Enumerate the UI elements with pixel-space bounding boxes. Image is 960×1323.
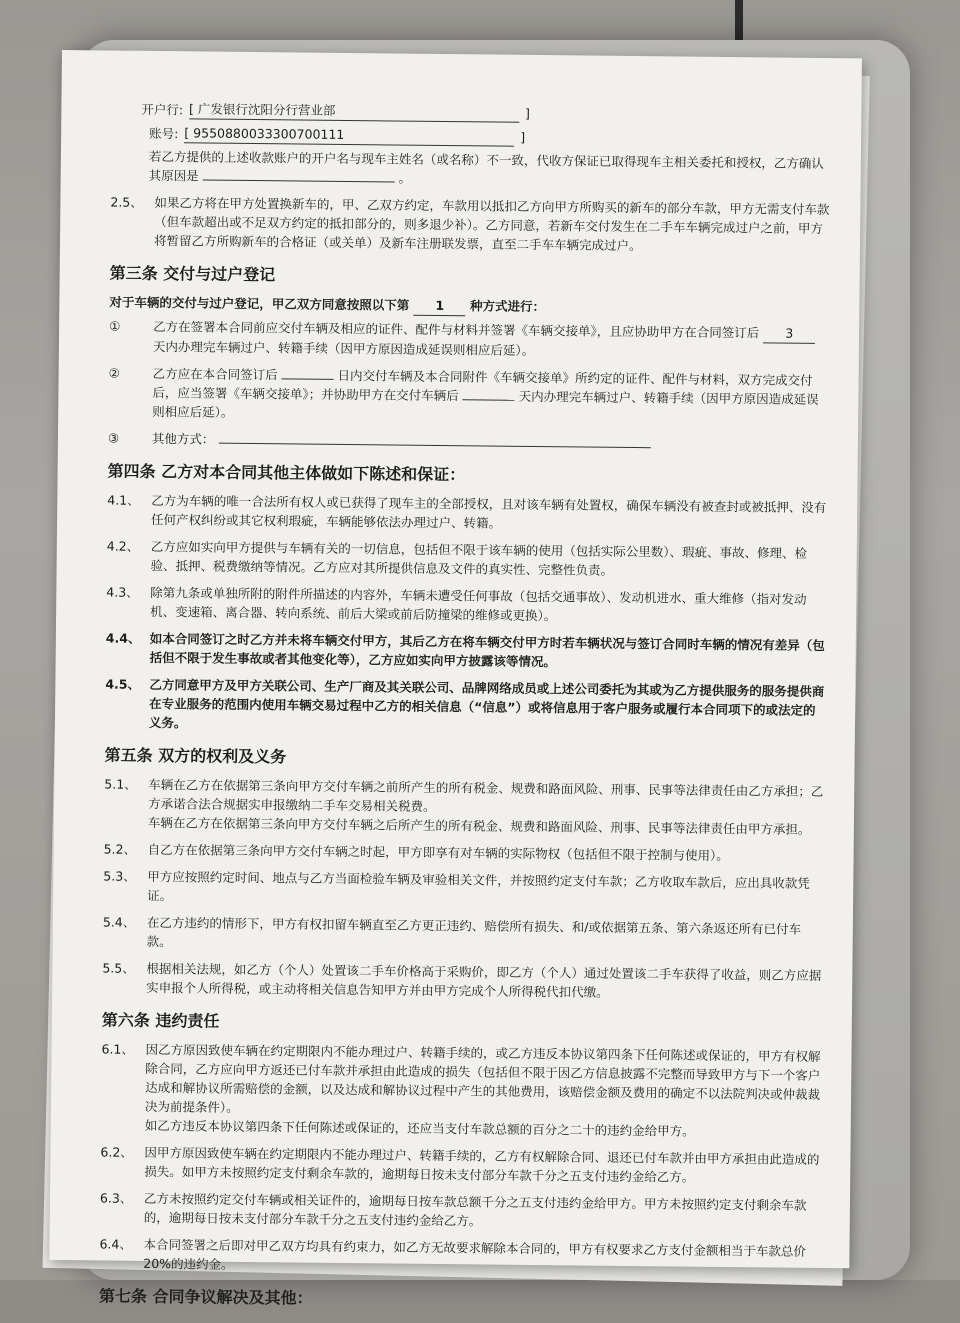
- clause-6-3: [100, 1188, 820, 1234]
- option-2-text-c: 天内办理完车辆过户、转籍手续（因甲方原因造成延误则相应后延）。: [152, 388, 819, 420]
- clause-text: 乙方为车辆的唯一合法所有权人或已获得了现车主的全部授权，且对该车辆有处置权，确保车辆没有被查封或被抵押、没有任何产权纠纷或其它权利瑕疵，车辆能够依法办理过户、转籍。: [151, 492, 827, 531]
- bank-value: [ 广发银行沈阳分行营业部: [189, 99, 519, 122]
- option-2-text-a: 乙方应在本合同签订后: [152, 365, 278, 383]
- section-5-heading: 第五条 双方的权利及义务: [104, 745, 287, 767]
- clause-5-4: [103, 912, 823, 958]
- contract-page: [49, 50, 862, 1308]
- clause-5-1-text-a: 车辆在乙方在依据第三条向甲方交付车辆之前所产生的所有税金、规费和路面风险、刑事、民事等法律责任由乙方承担；乙方承诺合法合规据实申报缴纳二手车交易相关税费。: [148, 776, 824, 814]
- clause-text: 在乙方违约的情形下，甲方有权扣留车辆直至乙方更正违约、赔偿所有损失、和/或依据第五条、第六条返还所有已付车款。: [146, 914, 802, 950]
- clause-4-4: [106, 628, 826, 674]
- clause-text: 甲方应按照约定时间、地点与乙方当面检验车辆及审验相关文件，并按照约定支付车款；乙方收取车款后，应出具收款凭证。: [147, 868, 810, 904]
- option-marker: ②: [108, 365, 120, 381]
- clause-number: 5.3、: [103, 868, 136, 884]
- clause-number: 4.1、: [107, 492, 140, 508]
- account-label: 账号:: [149, 125, 179, 141]
- clause-number: 5.4、: [102, 914, 136, 930]
- option-3-blank: [218, 443, 650, 449]
- account-value: [ 9550880033300700111: [184, 123, 514, 146]
- account-bracket-end: ]: [520, 129, 526, 145]
- clause-5-1-text-b: 车辆在乙方在依据第三条向甲方交付车辆之后所产生的所有税金、规费和路面风险、刑事、民事等法律责任由甲方承担。: [147, 814, 811, 837]
- option-2-transfer-blank: [463, 399, 515, 401]
- clause-number: 5.2、: [103, 841, 137, 857]
- clause-number: 6.3、: [99, 1190, 133, 1206]
- clause-number: 4.3、: [106, 584, 139, 600]
- clause-4-3: [106, 582, 826, 628]
- intro-method-number: 1: [414, 296, 466, 317]
- account-line: [149, 123, 831, 150]
- clause-6-2: [100, 1142, 820, 1188]
- owner-text: 若乙方提供的上述收款账户的开户名与现车主姓名（或名称）不一致，代收方保证已取得现车主相关委托和授权，乙方确认其原因是: [148, 148, 824, 184]
- owner-reason-blank: [203, 179, 395, 182]
- clause-text: 如本合同签订之时乙方并未将车辆交付甲方，其后乙方在将车辆交付甲方时若车辆状况与签订合同时车辆的情况有差异（包括但不限于发生事故或者其他变化等），乙方应如实向甲方披露该等情况。: [149, 630, 825, 670]
- clause-text: 乙方同意甲方及甲方关联公司、生产厂商及其关联公司、品牌网络成员或上述公司委托为其或为乙方提供服务的服务提供商在专业服务的范围内使用车辆交易过程中乙方的相关信息（“信息”）或将信息用于客户服务或履行本合同项下的或法定的义务。: [148, 676, 825, 731]
- clause-text: [148, 775, 825, 839]
- option-marker: ③: [107, 430, 120, 446]
- clause-text: 因甲方原因致使车辆在约定期限内不能办理过户、转籍手续的，乙方有权解除合同、退还已付车款并由甲方承担由此造成的损失。如甲方未按照约定支付剩余车款的，逾期每日按未支付部分车款千分之五支付违约金给乙方。: [144, 1144, 820, 1185]
- option-text: [152, 364, 829, 428]
- clause-text: [145, 1040, 822, 1142]
- bank-label: 开户行:: [141, 101, 184, 117]
- option-1: [109, 317, 829, 364]
- owner-end: 。: [398, 170, 412, 186]
- clause-6-1-text-a: 因乙方原因致使车辆在约定期限内不能办理过户、转籍手续的，或乙方违反本协议第四条下任何陈述或保证的，甲方有权解除合同，乙方应向甲方返还已付车款并承担由此造成的损失（包括但不限于因乙方信息披露不完整而导致甲方与下一个客户达成和解协议所需赔偿的金额，以及达成和解协议过程中产生的其他费用，该赔偿金额及费用的确定不以法院判决或仲裁裁决为前提条件）。: [144, 1041, 821, 1115]
- clause-6-4: [99, 1234, 819, 1280]
- clause-text: 乙方应如实向甲方提供与车辆有关的一切信息，包括但不限于该车辆的使用（包括实际公里数）、瑕疵、事故、修理、检验、抵押、税费缴纳等情况。乙方应对其所提供信息及文件的真实性、完整性负责。: [150, 538, 808, 578]
- option-2-text-b: 日内交付车辆及本合同附件《车辆交接单》所约定的证件、配件与材料，双方完成交付后，应当签署《车辆交接单》；并协助甲方在交付车辆后: [152, 367, 813, 404]
- clause-4-1: [107, 490, 827, 536]
- option-2-days-blank: [282, 378, 334, 380]
- clause-4-5: [105, 674, 826, 739]
- clause-number: 2.5、: [110, 194, 143, 210]
- clause-4-2: [107, 536, 827, 582]
- clause-number: 4.4、: [105, 630, 141, 646]
- clause-text: 自乙方在依据第三条向甲方交付车辆之时起，甲方即享有对车辆的实际物权（包括但不限于控制与使用）。: [147, 841, 729, 864]
- clause-number: 5.1、: [104, 776, 137, 792]
- option-3-text: 其他方式：: [151, 430, 215, 447]
- bank-bracket-end: ]: [525, 105, 531, 121]
- option-1-text-a: 乙方在签署本合同前应交付车辆及相应的证件、配件与材料并签署《车辆交接单》，且应协助甲方在合同签订后: [153, 318, 760, 341]
- clause-2-5: [110, 193, 831, 258]
- option-text: [153, 317, 829, 363]
- option-text: [152, 429, 828, 455]
- clause-text: 根据相关法规，如乙方（个人）处置该二手车价格高于采购价，即乙方（个人）通过处置该二手车获得了收益，则乙方应据实申报个人所得税，或主动将相关信息告知甲方并由甲方完成个人所得税代扣代缴。: [146, 960, 822, 1000]
- clause-text: 除第九条或单独所附的附件所描述的内容外，车辆未遭受任何事故（包括交通事故）、发动机进水、重大维修（指对发动机、变速箱、离合器、转向系统、前后大梁或前后防撞梁的维修或更换）。: [150, 584, 807, 624]
- bank-line: [141, 99, 831, 126]
- section-3-intro: [109, 293, 829, 321]
- clause-6-1-text-b: 如乙方违反本协议第四条下任何陈述或保证的，还应当支付车款总额的百分之二十的违约金给甲方。: [144, 1117, 695, 1139]
- option-2: [108, 364, 829, 429]
- option-marker: ①: [109, 318, 121, 334]
- contract-content: [99, 99, 832, 1323]
- owner-paragraph: [149, 147, 831, 192]
- clause-text: 本合同签署之后即对甲乙双方均具有约束力，如乙方无故要求解除本合同的，甲方有权要求乙方支付金额相当于车款总价20%的违约金。: [143, 1236, 807, 1272]
- clause-number: 6.4、: [99, 1236, 132, 1252]
- intro-text-a: 对于车辆的交付与过户登记，甲乙双方同意按照以下第: [109, 294, 410, 313]
- clause-number: 6.1、: [101, 1041, 135, 1057]
- section-4-heading: 第四条 乙方对本合同其他主体做如下陈述和保证：: [107, 461, 466, 485]
- intro-text-b: 种方式进行：: [469, 298, 546, 315]
- section-7-heading: 第七条 合同争议解决及其他：: [98, 1286, 313, 1308]
- clause-5-1: [104, 774, 825, 839]
- clause-number: 4.5、: [105, 676, 141, 692]
- clause-text: 乙方未按照约定交付车辆或相关证件的，逾期每日按车款总额千分之五支付违约金给甲方。甲方未按照约定支付剩余车款的，逾期每日按未支付部分车款千分之五支付违约金给乙方。: [143, 1190, 807, 1229]
- section-3-heading: 第三条 交付与过户登记: [109, 263, 276, 285]
- clause-number: 4.2、: [106, 538, 140, 554]
- clause-5-2: [104, 839, 824, 866]
- clause-5-5: [102, 958, 822, 1004]
- clause-number: 6.2、: [100, 1144, 133, 1160]
- clause-text: 如果乙方将在甲方处置换新车的，甲、乙双方约定，车款用以抵扣乙方向甲方所购买的新车的部分车款，甲方无需支付车款（但车款超出或不足双方约定的抵扣部分的，则多退少补）。乙方同意，若新车交付发生在二手车车辆完成过户之前，甲方将暂留乙方所购新车的合格证（或关单）及新车注册联发票，直至二手车车辆完成过户。: [153, 194, 830, 254]
- section-6-heading: 第六条 违约责任: [101, 1010, 220, 1031]
- clause-number: 5.5、: [102, 960, 135, 976]
- option-1-text-b: 天内办理完车辆过户、转籍手续（因甲方原因造成延误则相应后延）。: [152, 338, 535, 358]
- clause-6-1: [101, 1039, 822, 1142]
- option-1-days: 3: [763, 323, 815, 344]
- clause-5-3: [103, 866, 823, 912]
- option-3: [108, 429, 828, 456]
